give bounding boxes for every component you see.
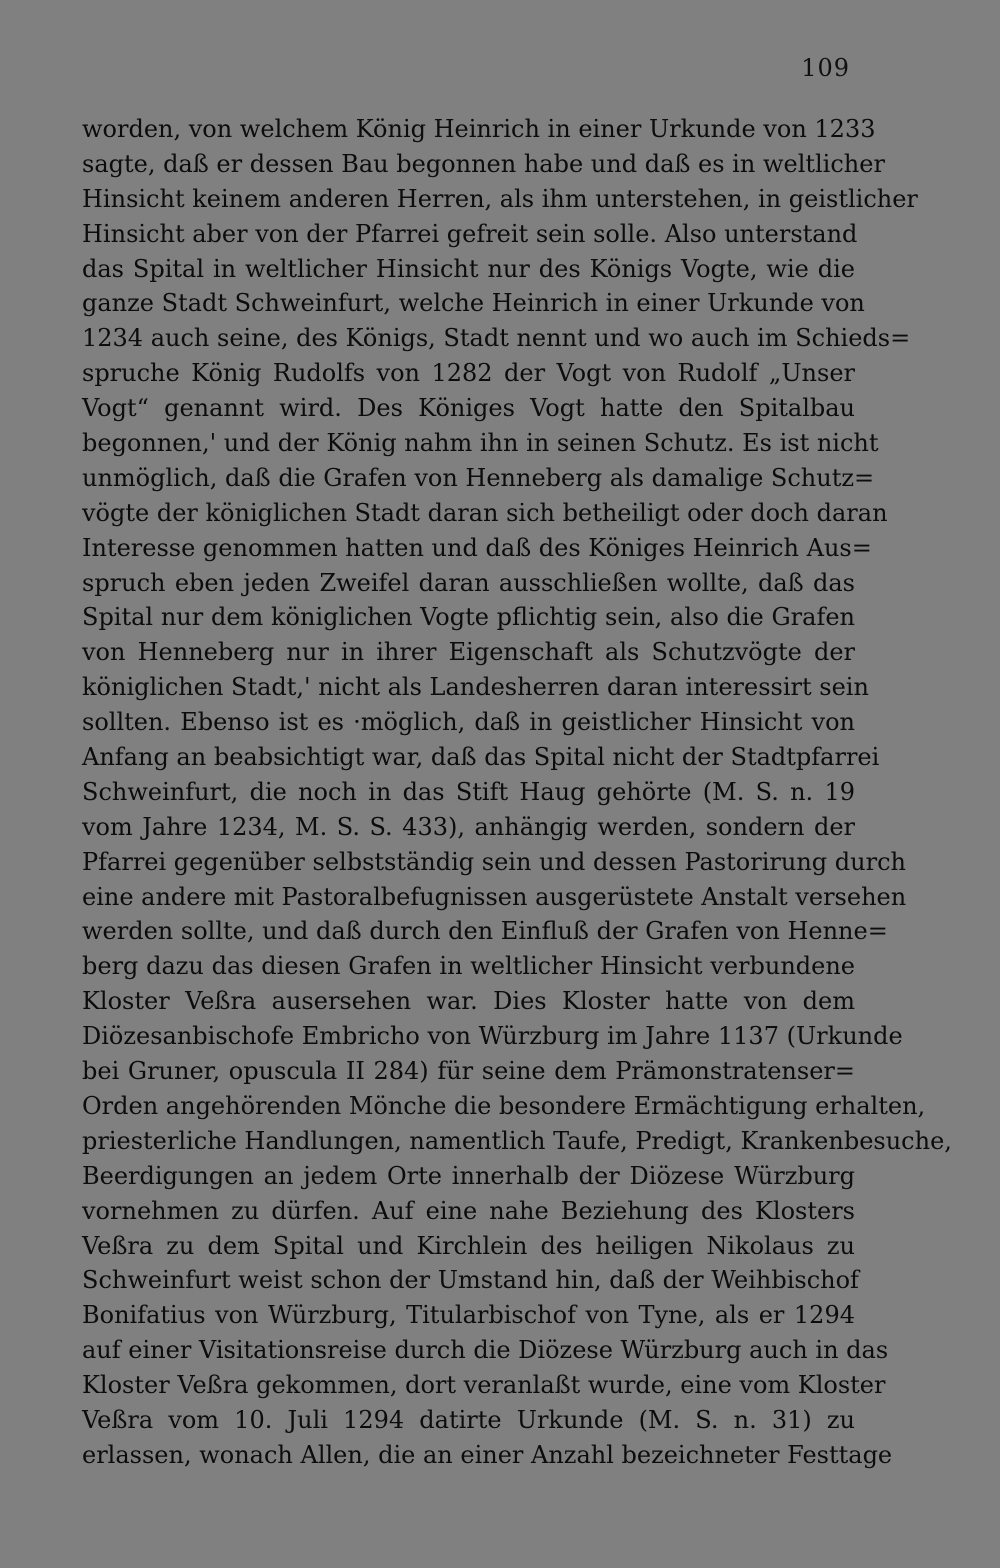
text-line: auf einer Visitationsreise durch die Diözese Würzburg auch in das [82,1336,889,1365]
text-line: Hinsicht aber von der Pfarrei gefreit sein solle. Also unterstand [82,219,858,248]
text-line: spruche König Rudolfs von 1282 der Vogt von Rudolf „Unser [82,359,855,388]
text-line: Interesse genommen hatten und daß des Königes Heinrich Aus= [82,533,872,562]
text-line: Spital nur dem königlichen Vogte pflichtig sein, also die Grafen [82,603,855,632]
text-line: priesterliche Handlungen, namentlich Taufe, Predigt, Krankenbesuche, [82,1126,952,1155]
text-line: Pfarrei gegenüber selbstständig sein und dessen Pastorirung durch [82,847,906,876]
text-line: berg dazu das diesen Grafen in weltlicher Hinsicht verbundene [82,952,855,981]
text-line: von Henneberg nur in ihrer Eigenschaft als Schutzvögte der [82,638,855,667]
text-line: Kloster Veßra ausersehen war. Dies Kloster hatte von dem [82,987,855,1016]
text-line: Anfang an beabsichtigt war, daß das Spital nicht der Stadtpfarrei [82,743,880,772]
text-line: Kloster Veßra gekommen, dort veranlaßt wurde, eine vom Kloster [82,1371,886,1400]
text-line: vom Jahre 1234, M. S. S. 433), anhängig werden, sondern der [82,812,855,841]
text-line: das Spital in weltlicher Hinsicht nur des Königs Vogte, wie die [82,254,855,283]
text-line: Schweinfurt weist schon der Umstand hin, daß der Weihbischof [82,1266,859,1295]
text-line: erlassen, wonach Allen, die an einer Anzahl bezeichneter Festtage [82,1440,893,1469]
text-line: 1234 auch seine, des Königs, Stadt nennt und wo auch im Schieds= [82,324,911,353]
text-line: königlichen Stadt,' nicht als Landesherren daran interessirt sein [82,673,869,702]
text-line: worden, von welchem König Heinrich in einer Urkunde von 1233 [82,115,876,143]
text-line: Schweinfurt, die noch in das Stift Haug gehörte (M. S. n. 19 [82,777,855,806]
text-line: ganze Stadt Schweinfurt, welche Heinrich in einer Urkunde von [82,289,865,318]
text-line: sollten. Ebenso ist es ·möglich, daß in geistlicher Hinsicht von [82,708,855,737]
text-line: begonnen,' und der König nahm ihn in seinen Schutz. Es ist nicht [82,429,879,458]
page-number: 109 [801,54,850,82]
text-line: werden sollte, und daß durch den Einfluß der Grafen von Henne= [82,917,888,946]
text-line: vornehmen zu dürfen. Auf eine nahe Beziehung des Klosters [82,1196,855,1225]
text-line: vögte der königlichen Stadt daran sich betheiligt oder doch daran [82,498,888,527]
text-line: sagte, daß er dessen Bau begonnen habe und daß es in weltlicher [82,149,885,178]
text-line: Veßra zu dem Spital und Kirchlein des heiligen Nikolaus zu [82,1231,855,1260]
text-line: unmöglich, daß die Grafen von Henneberg als damalige Schutz= [82,463,875,492]
text-line: Diözesanbischofe Embricho von Würzburg im Jahre 1137 (Urkunde [82,1022,903,1051]
body-text [82,112,952,1473]
text-line: Veßra vom 10. Juli 1294 datirte Urkunde (M. S. n. 31) zu [82,1405,855,1434]
text-line: Bonifatius von Würzburg, Titularbischof von Tyne, als er 1294 [82,1301,855,1330]
text-line: spruch eben jeden Zweifel daran ausschließen wollte, daß das [82,568,855,597]
text-line: Hinsicht keinem anderen Herren, als ihm unterstehen, in geistlicher [82,184,918,213]
text-line: Vogt“ genannt wird. Des Königes Vogt hatte den Spitalbau [82,394,855,423]
text-line: bei Gruner, opuscula II 284) für seine dem Prämonstratenser= [82,1057,855,1086]
text-line: eine andere mit Pastoralbefugnissen ausgerüstete Anstalt versehen [82,882,907,911]
text-line: Orden angehörenden Mönche die besondere Ermächtigung erhalten, [82,1091,926,1120]
text-line: Beerdigungen an jedem Orte innerhalb der Diözese Würzburg [82,1161,855,1190]
